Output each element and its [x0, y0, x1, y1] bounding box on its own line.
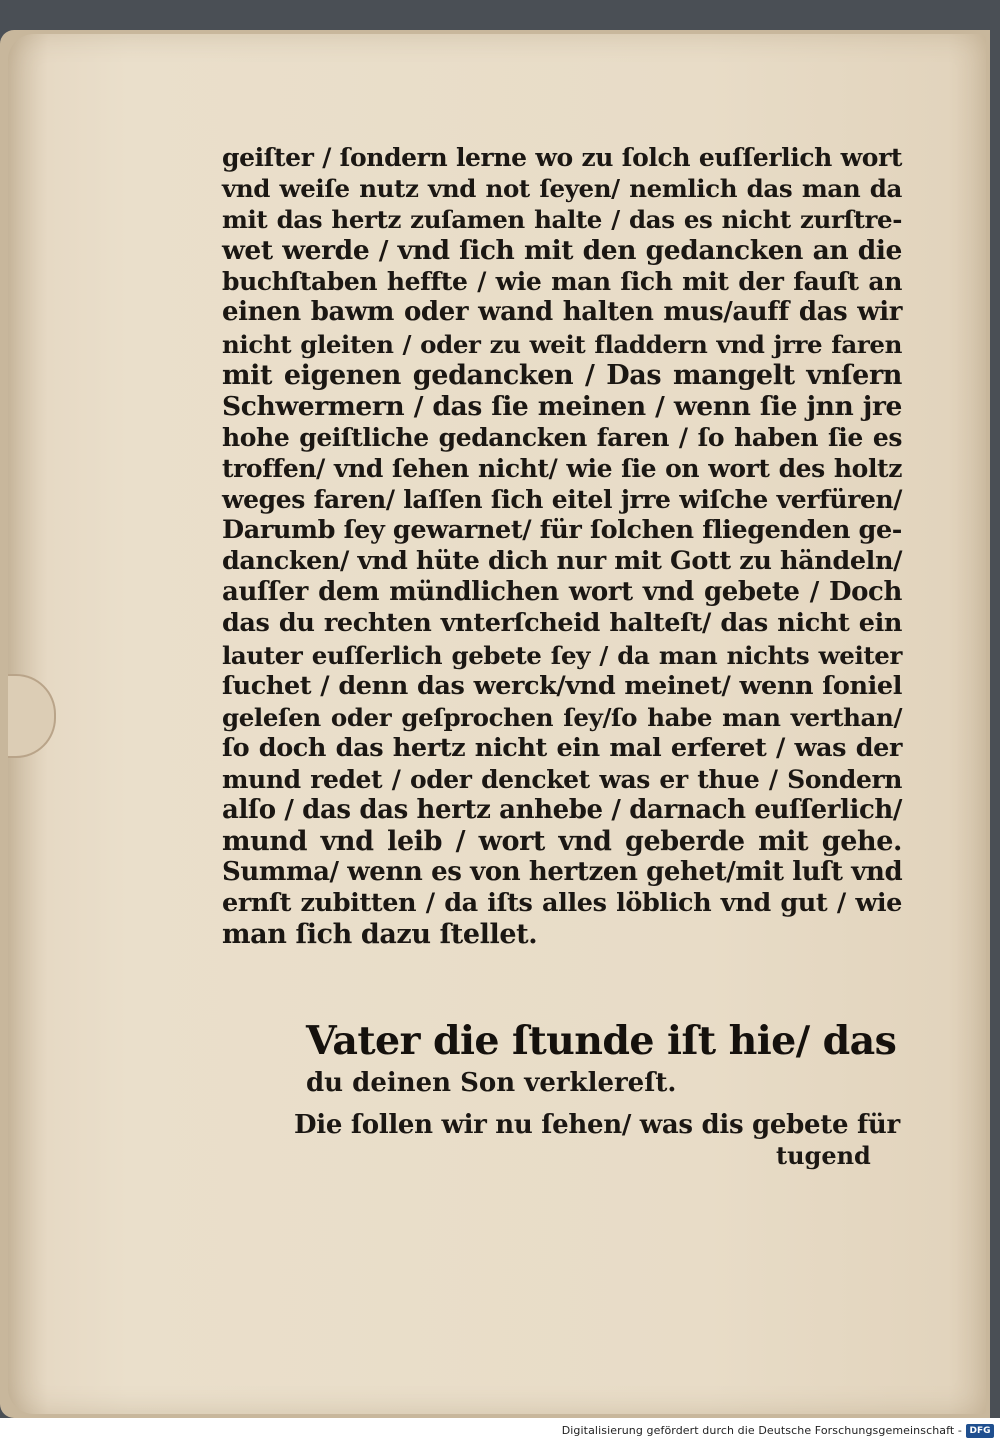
text-line: lauter euſſerlich gebete ſey / da man nichts weiter [222, 640, 902, 670]
text-line: wet werde / vnd ſich mit den gedancken an die [222, 235, 902, 267]
page-fold-tab [8, 674, 56, 758]
catchword: tugend [776, 1141, 871, 1170]
text-line: Summa/ wenn es von hertzen gehet/mit luſt vnd [222, 857, 903, 888]
text-line: mit eigenen gedancken / Das mangelt vnſern [222, 359, 902, 391]
following-text-line: Die ſollen wir nu ſehen/ was dis gebete für [294, 1110, 900, 1140]
text-line: man ſich dazu ſtellet. [222, 919, 538, 951]
text-line: mit das hertz zuſamen halte / das es nicht zurſtre- [222, 205, 902, 235]
text-line: auſſer dem mündlichen wort vnd gebete / Doch [222, 577, 902, 608]
text-line: nicht gleiten / oder zu weit fladdern vnd jrre faren [222, 329, 902, 359]
section-subheading: du deinen Son verklereſt. [306, 1068, 677, 1098]
text-line: hohe geiſtliche gedancken faren / ſo haben ſie es [222, 422, 902, 452]
text-line: geleſen oder geſprochen ſey/ſo habe man verthan/ [222, 702, 902, 732]
text-line: dancken/ vnd hüte dich nur mit Gott zu händeln/ [222, 546, 902, 577]
text-line: einen bawm oder wand halten mus/auff das wir [222, 297, 902, 328]
text-line: geiſter / ſondern lerne wo zu ſolch euſſerlich wort [222, 143, 902, 172]
text-line: buchſtaben heffte / wie man ſich mit der fauſt an [222, 267, 902, 297]
text-line: Schwermern / das ſie meinen / wenn ſie jnn jre [222, 390, 902, 422]
text-line: Darumb ſey gewarnet/ für ſolchen fliegenden ge- [222, 515, 902, 546]
body-text [222, 142, 902, 950]
text-line: weges faren/ laſſen ſich eitel jrre wiſche verfüren/ [222, 485, 902, 515]
text-line: ſuchet / denn das werck/vnd meinet/ wenn ſoniel [222, 670, 902, 701]
text-line: ſo doch das hertz nicht ein mal erferet / was der [222, 732, 902, 763]
text-line: mund vnd leib / wort vnd geberde mit gehe. [222, 826, 902, 858]
text-line: vnd weiſe nutz vnd not ſeyen/ nemlich das man da [222, 174, 902, 204]
funding-credit: Digitalisierung gefördert durch die Deutsche Forschungsgemeinschaft - [561, 1424, 962, 1437]
text-line: ernſt zubitten / da iſts alles löblich vnd gut / wie [222, 888, 902, 919]
text-line: mund redet / oder dencket was er thue / Sondern [222, 764, 902, 794]
text-line: das du rechten vnterſcheid halteſt/ das nicht ein [222, 608, 902, 639]
dfg-logo-icon: DFG [966, 1424, 994, 1438]
section-heading: Vater die ſtunde iſt hie/ das [306, 1018, 897, 1064]
text-line: alſo / das das hertz anhebe / darnach euſſerlich/ [222, 794, 902, 825]
footer-bar [0, 1418, 1000, 1444]
text-line: troffen/ vnd ſehen nicht/ wie ſie on wort des holtz [222, 453, 902, 483]
